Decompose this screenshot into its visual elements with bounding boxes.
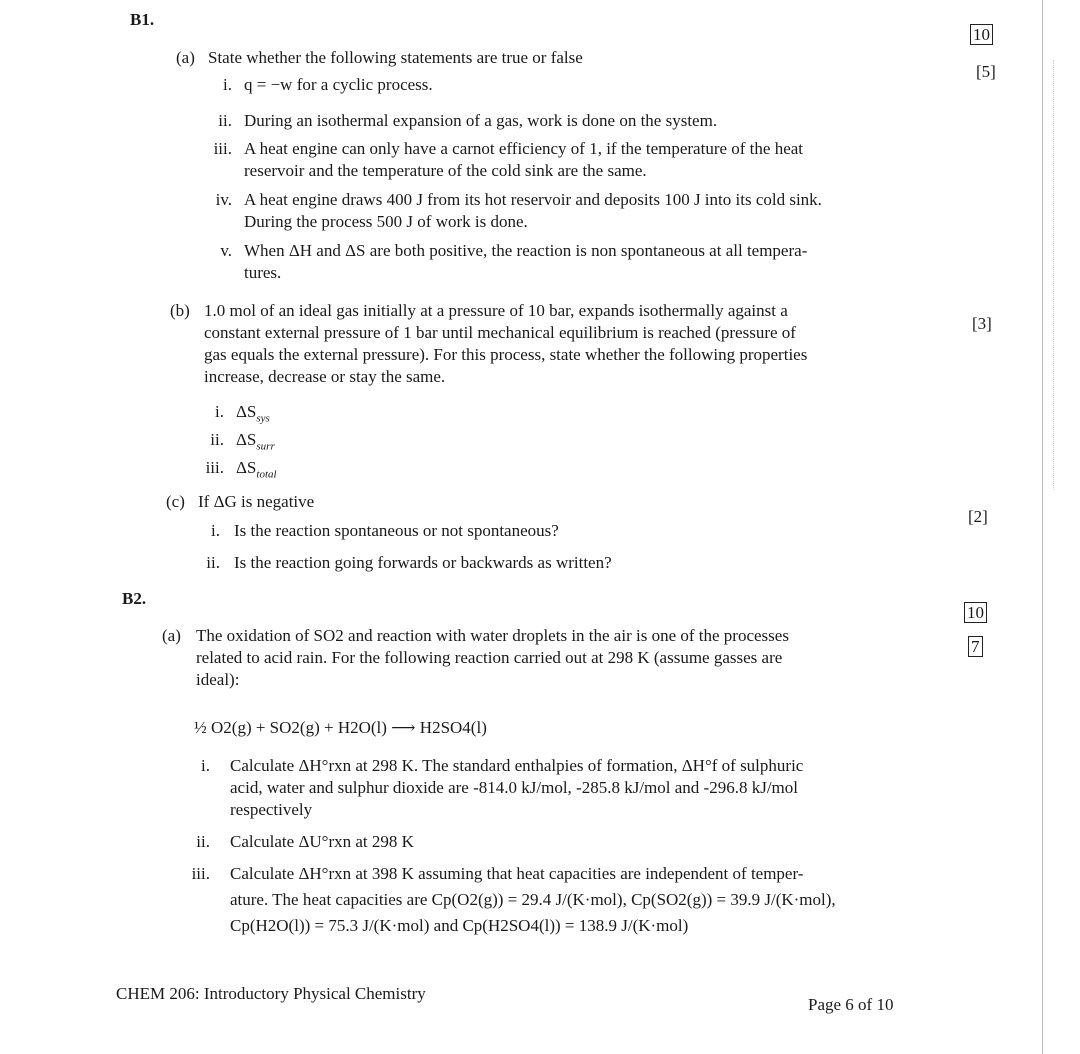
question-b2-label: B2.	[122, 589, 147, 608]
b2a-marks: 7	[968, 636, 983, 657]
page-edge-line	[1042, 0, 1043, 1054]
b1a-marks: [5]	[976, 62, 996, 81]
b2a-label: (a)	[162, 626, 181, 645]
b1a-item-text: During an isothermal expansion of a gas, work is done on the system.	[244, 111, 718, 130]
b2a-item-text-line: Calculate ΔH°rxn at 298 K. The standard enthalpies of formation, ΔH°f of sulphuric	[230, 756, 804, 775]
b1a-item-text-line2: During the process 500 J of work is done.	[244, 212, 528, 231]
b1a-item-num: v.	[220, 241, 232, 260]
b1-total-marks: 10	[970, 24, 993, 45]
reaction-equation: ½ O2(g) + SO2(g) + H2O(l) ⟶ H2SO4(l)	[194, 718, 487, 737]
b2a-item-text-line: Calculate ΔH°rxn at 398 K assuming that heat capacities are independent of temper-	[230, 864, 804, 883]
b1c-marks: [2]	[968, 507, 988, 526]
b1a-item-text-line1: When ΔH and ΔS are both positive, the reaction is non spontaneous at all tempera-	[244, 241, 808, 260]
b1a-prompt: State whether the following statements are true or false	[208, 48, 583, 67]
question-b1-label: B1.	[130, 10, 155, 29]
b2a-item-num: i.	[201, 756, 210, 775]
b1b-text-line: increase, decrease or stay the same.	[204, 367, 446, 386]
b2a-item-text-line: acid, water and sulphur dioxide are -814.0 kJ/mol, -285.8 kJ/mol and -296.8 kJ/mol	[230, 778, 798, 797]
b1b-item-num: i.	[215, 402, 224, 421]
b1a-item-num: i.	[223, 75, 232, 94]
b2a-item-text-line: Cp(H2O(l)) = 75.3 J/(K·mol) and Cp(H2SO4(l)) = 138.9 J/(K·mol)	[230, 916, 689, 935]
b2a-item-num: iii.	[191, 864, 210, 883]
b1a-item-num: ii.	[218, 111, 232, 130]
b1b-item-symbol: $\Delta S_{sys}$	[236, 402, 270, 425]
b2a-text-line: The oxidation of SO2 and reaction with water droplets in the air is one of the processes	[196, 626, 789, 645]
footer-page-number: Page 6 of 10	[808, 995, 894, 1014]
b1a-item-text-line2: tures.	[244, 263, 282, 282]
b1c-label: (c)	[166, 492, 185, 511]
footer-course-title: CHEM 206: Introductory Physical Chemistry	[116, 984, 426, 1003]
b1b-text-line: gas equals the external pressure). For this process, state whether the following properties	[204, 345, 808, 364]
b1c-prompt: If ΔG is negative	[198, 492, 315, 511]
b1c-item-num: i.	[211, 521, 220, 540]
b1a-item-num: iii.	[213, 139, 232, 158]
b1b-item-num: iii.	[205, 458, 224, 477]
b1b-item-symbol: $\Delta S_{surr}$	[236, 430, 275, 453]
b2a-item-text-line: respectively	[230, 800, 313, 819]
b2a-item-text-line: ature. The heat capacities are Cp(O2(g)) = 29.4 J/(K·mol), Cp(SO2(g)) = 39.9 J/(K·mol),	[230, 890, 836, 909]
b1c-item-num: ii.	[206, 553, 220, 572]
b1a-item-text-line1: A heat engine draws 400 J from its hot reservoir and deposits 100 J into its cold sink.	[244, 190, 822, 209]
b1b-text-line: 1.0 mol of an ideal gas initially at a pressure of 10 bar, expands isothermally against a	[204, 301, 788, 320]
b1c-item-text: Is the reaction going forwards or backwards as written?	[234, 553, 612, 572]
b1c-item-text: Is the reaction spontaneous or not spontaneous?	[234, 521, 559, 540]
b1b-marks: [3]	[972, 314, 992, 333]
b1a-item-text-line1: A heat engine can only have a carnot efficiency of 1, if the temperature of the heat	[244, 139, 804, 158]
b1b-item-symbol: $\Delta S_{total}$	[236, 458, 277, 481]
scan-margin-line	[1053, 60, 1055, 490]
b2a-text-line: ideal):	[196, 670, 240, 689]
b1b-text-line: constant external pressure of 1 bar until mechanical equilibrium is reached (pressure of	[204, 323, 796, 342]
b1b-item-num: ii.	[210, 430, 224, 449]
b1a-item-text: q = −w for a cyclic process.	[244, 75, 433, 94]
b2a-item-text-line: Calculate ΔU°rxn at 298 K	[230, 832, 414, 851]
b1a-item-text-line2: reservoir and the temperature of the cold sink are the same.	[244, 161, 647, 180]
b1a-label: (a)	[176, 48, 195, 67]
b2-total-marks: 10	[964, 602, 987, 623]
b1a-item-num: iv.	[215, 190, 232, 209]
b2a-item-num: ii.	[196, 832, 210, 851]
b2a-text-line: related to acid rain. For the following reaction carried out at 298 K (assume gasses are	[196, 648, 783, 667]
b1b-label: (b)	[170, 301, 190, 320]
